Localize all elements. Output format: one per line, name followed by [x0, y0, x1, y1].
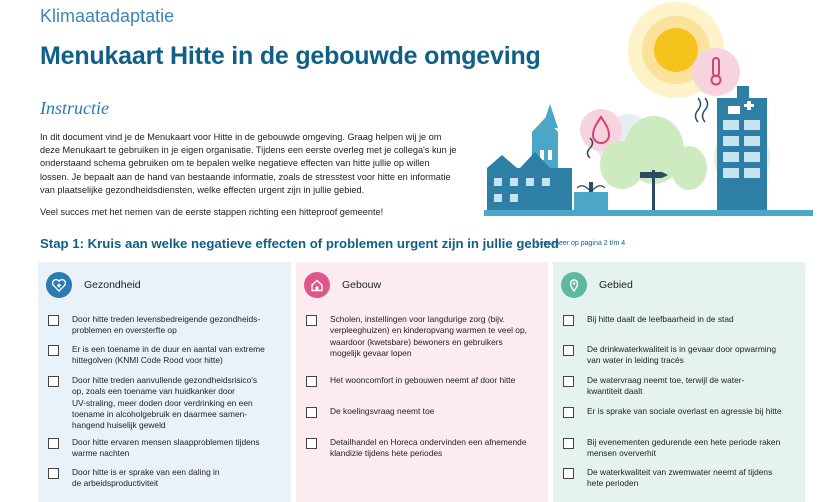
page-title: Menukaart Hitte in de gebouwde omgeving: [40, 42, 541, 70]
checklist-item-text: Door hitte treden levensbedreigende gezondheids- problemen en oversterfte op: [72, 314, 261, 336]
checklist-item-text: Door hitte ervaren mensen slaapproblemen tijdens warme nachten: [72, 437, 260, 459]
checklist-item[interactable]: [306, 375, 515, 387]
checklist-item[interactable]: [306, 314, 527, 359]
checklist-item-text: Bij hitte daalt de leefbaarheid in de stad: [587, 314, 734, 324]
checkbox[interactable]: [563, 315, 574, 326]
checkbox[interactable]: [48, 468, 59, 479]
map-pin-icon: [561, 272, 587, 298]
instruction-text: [40, 131, 460, 219]
checklist-item-text: Bij evenementen gedurende een hete periode raken mensen oververhit: [587, 437, 781, 459]
checkbox[interactable]: [306, 407, 317, 418]
column-gebied: [553, 262, 805, 502]
checklist-item[interactable]: [48, 344, 265, 367]
checklist-item-text: Door hitte treden aanvullende gezondheidsrisico's op, zoals een toename van huidkanker door UV-straling, meer doden door verdrinking en een toename in alcoholgebruik en daarmee samen- hangend huiselijk geweld: [72, 375, 258, 431]
checklist-item-text: De koelingsvraag neemt toe: [330, 406, 435, 416]
checklist-gezondheid: [48, 314, 285, 489]
checklist-item[interactable]: [306, 437, 527, 460]
fountain: [574, 182, 608, 210]
checkbox[interactable]: [306, 438, 317, 449]
checklist-item[interactable]: [48, 375, 257, 431]
heat-city-illustration: [484, 0, 813, 216]
checkbox[interactable]: [48, 438, 59, 449]
house-icon: [304, 272, 330, 298]
checklist-item[interactable]: [563, 467, 772, 490]
houses: [487, 168, 572, 210]
column-header-gebouw: [304, 272, 381, 298]
checklist-item[interactable]: [563, 344, 776, 367]
checklist-item[interactable]: [48, 467, 220, 490]
checklist-item-text: Door hitte is er sprake van een daling in de arbeidsproductiviteit: [72, 467, 220, 489]
column-title-gebouw: Gebouw: [342, 279, 382, 291]
sun-icon: [654, 28, 698, 72]
column-header-gebied: [561, 272, 633, 298]
column-header-gezondheid: [46, 272, 141, 298]
checkbox[interactable]: [563, 376, 574, 387]
document-kicker: Klimaatadaptatie: [40, 6, 175, 26]
heart-plus-icon: [46, 272, 72, 298]
section-heading-instructie: Instructie: [40, 98, 109, 118]
checklist-item-text: Scholen, instellingen voor langdurige zorg (bijv. verpleeghuizen) en kinderopvang warmen te veel op, waardoor (kwetsbare) bewoners en gebruikers mogelijk gevaar lopen: [330, 314, 527, 358]
instruction-paragraph-1: In dit document vind je de Menukaart voor Hitte in de gebouwde omgeving. Graag helpen wij je om deze Menukaart te gebruiken in je eigen organisatie. Tijdens een eerste overleg met je collega's kun je onderstaand schema gebruiken om te bepalen welke negatieve effecten van hitte jullie op willen lossen. Je bepaalt aan de hand van bestaande informatie, zoals de stresstest voor hitte en informatie van plaatselijke gezondheidsdiensten, welke effecten urgent zijn in jullie gebied.: [40, 132, 457, 195]
checkbox[interactable]: [563, 468, 574, 479]
checkbox[interactable]: [563, 345, 574, 356]
checkbox[interactable]: [306, 376, 317, 387]
checklist-item[interactable]: [306, 406, 434, 418]
checklist-item-text: Er is sprake van sociale overlast en agressie bij hitte: [587, 406, 782, 416]
column-title-gebied: Gebied: [599, 279, 633, 291]
checkbox[interactable]: [48, 376, 59, 387]
checkbox[interactable]: [563, 407, 574, 418]
signpost: [640, 172, 668, 178]
checkbox[interactable]: [306, 315, 317, 326]
instruction-paragraph-2: Veel succes met het nemen van de eerste stappen richting een hitteproof gemeente!: [40, 207, 384, 218]
checklist-item-text: Detailhandel en Horeca ondervinden een afnemende klandizie tijdens hete periodes: [330, 437, 527, 459]
step-1-page-reference: Lees meer op pagina 2 t/m 4: [536, 240, 626, 247]
hospital-building: [717, 86, 767, 210]
checklist-item[interactable]: [48, 314, 285, 337]
checklist-item-text: De drinkwaterkwaliteit is in gevaar door opwarming van water in leiding tracés: [587, 344, 776, 366]
checklist-item[interactable]: [563, 375, 744, 398]
checkbox[interactable]: [48, 315, 59, 326]
checklist-item-text: De waterkwaliteit van zwemwater neemt af tijdens hete perioden: [587, 467, 773, 489]
thermometer-icon: [692, 48, 740, 96]
checklist-item[interactable]: [48, 437, 260, 460]
checklist-item-text: Er is een toename in de duur en aantal van extreme hittegolven (KNMI Code Rood voor hitte): [72, 344, 265, 366]
checklist-item-text: Het wooncomfort in gebouwen neemt af door hitte: [330, 375, 516, 385]
column-title-gezondheid: Gezondheid: [84, 279, 141, 291]
checklist-item[interactable]: [563, 314, 734, 326]
checkbox[interactable]: [48, 345, 59, 356]
checklist-item[interactable]: [563, 406, 782, 418]
checklist-item-text: De watervraag neemt toe, terwijl de water- kwantiteit daalt: [587, 375, 745, 397]
checklist-item[interactable]: [563, 437, 780, 460]
column-gebouw: [296, 262, 548, 502]
checkbox[interactable]: [563, 438, 574, 449]
step-1-title: Stap 1: Kruis aan welke negatieve effecten of problemen urgent zijn in jullie gebied: [40, 236, 559, 251]
column-gezondheid: [38, 262, 291, 502]
